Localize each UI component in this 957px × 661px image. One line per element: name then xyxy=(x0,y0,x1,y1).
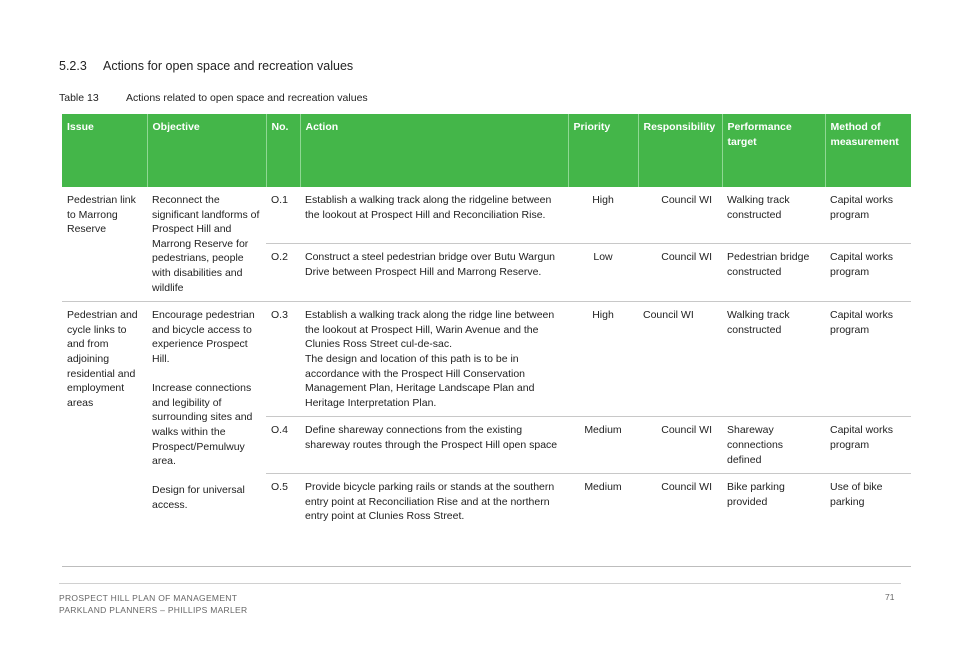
measurement-cell: Capital works program xyxy=(825,417,911,474)
action-cell xyxy=(300,244,568,302)
header-action: Action xyxy=(300,114,568,187)
measurement-cell: Capital works program xyxy=(825,244,911,302)
header-objective: Objective xyxy=(147,114,266,187)
performance-target-cell: Shareway connections defined xyxy=(722,417,825,474)
section-number: 5.2.3 xyxy=(59,59,87,73)
action-number: O.1 xyxy=(271,194,288,206)
action-cell xyxy=(300,474,568,530)
action-text: Establish a walking track along the ridgeline between the lookout at Prospect Hill and Reconciliation Rise. xyxy=(305,194,552,221)
table-title: Actions related to open space and recreation values xyxy=(126,92,368,104)
header-priority: Priority xyxy=(568,114,638,187)
priority-cell: Medium xyxy=(568,474,638,530)
action-number: O.3 xyxy=(266,302,300,417)
header-method-of-measurement: Method of measurement xyxy=(825,114,911,187)
measurement-cell: Capital works program xyxy=(830,194,894,221)
footer xyxy=(59,592,247,616)
section-title: Actions for open space and recreation values xyxy=(103,59,354,73)
action-number: O.4 xyxy=(266,417,300,474)
header-row xyxy=(62,114,911,187)
table-number: Table 13 xyxy=(59,92,99,104)
objective-text: Design for universal access. xyxy=(152,484,245,511)
table-row xyxy=(62,187,911,244)
priority-cell: High xyxy=(568,302,638,417)
responsibility-cell: Council WI xyxy=(638,417,722,474)
footer-document-title: PROSPECT HILL PLAN OF MANAGEMENT xyxy=(59,593,238,603)
priority-cell: Low xyxy=(568,244,638,302)
measurement-cell: Use of bike parking xyxy=(825,474,911,530)
actions-table xyxy=(62,114,911,530)
objective-text: Encourage pedestrian and bicycle access to experience Prospect Hill. xyxy=(152,309,255,365)
responsibility-cell: Council WI xyxy=(638,244,722,302)
responsibility-cell: Council WI xyxy=(638,474,722,530)
action-number: O.2 xyxy=(266,244,300,302)
performance-target-cell: Pedestrian bridge constructed xyxy=(722,244,825,302)
objective-cell xyxy=(147,187,266,302)
issue-cell: Pedestrian and cycle links to and from adjoining residential and employment areas xyxy=(62,302,147,530)
performance-target-cell: Walking track constructed xyxy=(722,302,825,417)
section-heading xyxy=(59,59,353,73)
header-no: No. xyxy=(266,114,300,187)
issue-cell: Pedestrian link to Marrong Reserve xyxy=(67,194,136,236)
action-cell xyxy=(300,417,568,474)
performance-target-cell: Bike parking provided xyxy=(722,474,825,530)
action-text: Define shareway connections from the existing shareway routes through the Prospect Hill open space xyxy=(305,424,558,451)
responsibility-cell: Council WI xyxy=(661,194,712,206)
header-responsibility: Responsibility xyxy=(638,114,722,187)
action-text: Construct a steel pedestrian bridge over Butu Wargun Drive between Prospect Hill and Marrong Reserve. xyxy=(305,251,555,279)
table-row xyxy=(62,302,911,417)
objective-cell xyxy=(147,302,266,530)
action-number: O.5 xyxy=(266,474,300,530)
header-issue: Issue xyxy=(62,114,147,187)
action-cell xyxy=(300,302,568,417)
performance-target-cell: Walking track constructed xyxy=(727,194,790,221)
action-text: Establish a walking track along the ridge line between the lookout at Prospect Hill, Warin Avenue and the Clunies Ross Street cul-de-sac. xyxy=(305,309,555,351)
action-text: Provide bicycle parking rails or stands at the southern entry point at Reconciliation Rise and at the northern entry point at Clunies Ross Street. xyxy=(305,481,555,523)
header-performance-target: Performance target xyxy=(722,114,825,187)
objective-text: Increase connections and legibility of surrounding sites and walks within the Prospect/Pemulwuy area. xyxy=(152,382,253,468)
measurement-cell: Capital works program xyxy=(825,302,911,417)
objective-text: Reconnect the significant landforms of Prospect Hill and Marrong Reserve for pedestrians, people with disabilities and wildlife xyxy=(152,194,260,294)
table-caption xyxy=(59,92,368,104)
footer-rule xyxy=(59,583,901,584)
page-number: 71 xyxy=(885,592,895,602)
priority-cell: High xyxy=(592,194,614,206)
action-text: The design and location of this path is to be in accordance with the Prospect Hill Conservation Management Plan, Heritage Landscape Plan and Heritage Interpretation Plan. xyxy=(305,352,535,409)
table-end-rule xyxy=(62,566,911,567)
priority-cell: Medium xyxy=(568,417,638,474)
footer-authors: PARKLAND PLANNERS – PHILLIPS MARLER xyxy=(59,605,248,615)
responsibility-cell: Council WI xyxy=(638,302,722,417)
action-cell xyxy=(300,187,568,244)
